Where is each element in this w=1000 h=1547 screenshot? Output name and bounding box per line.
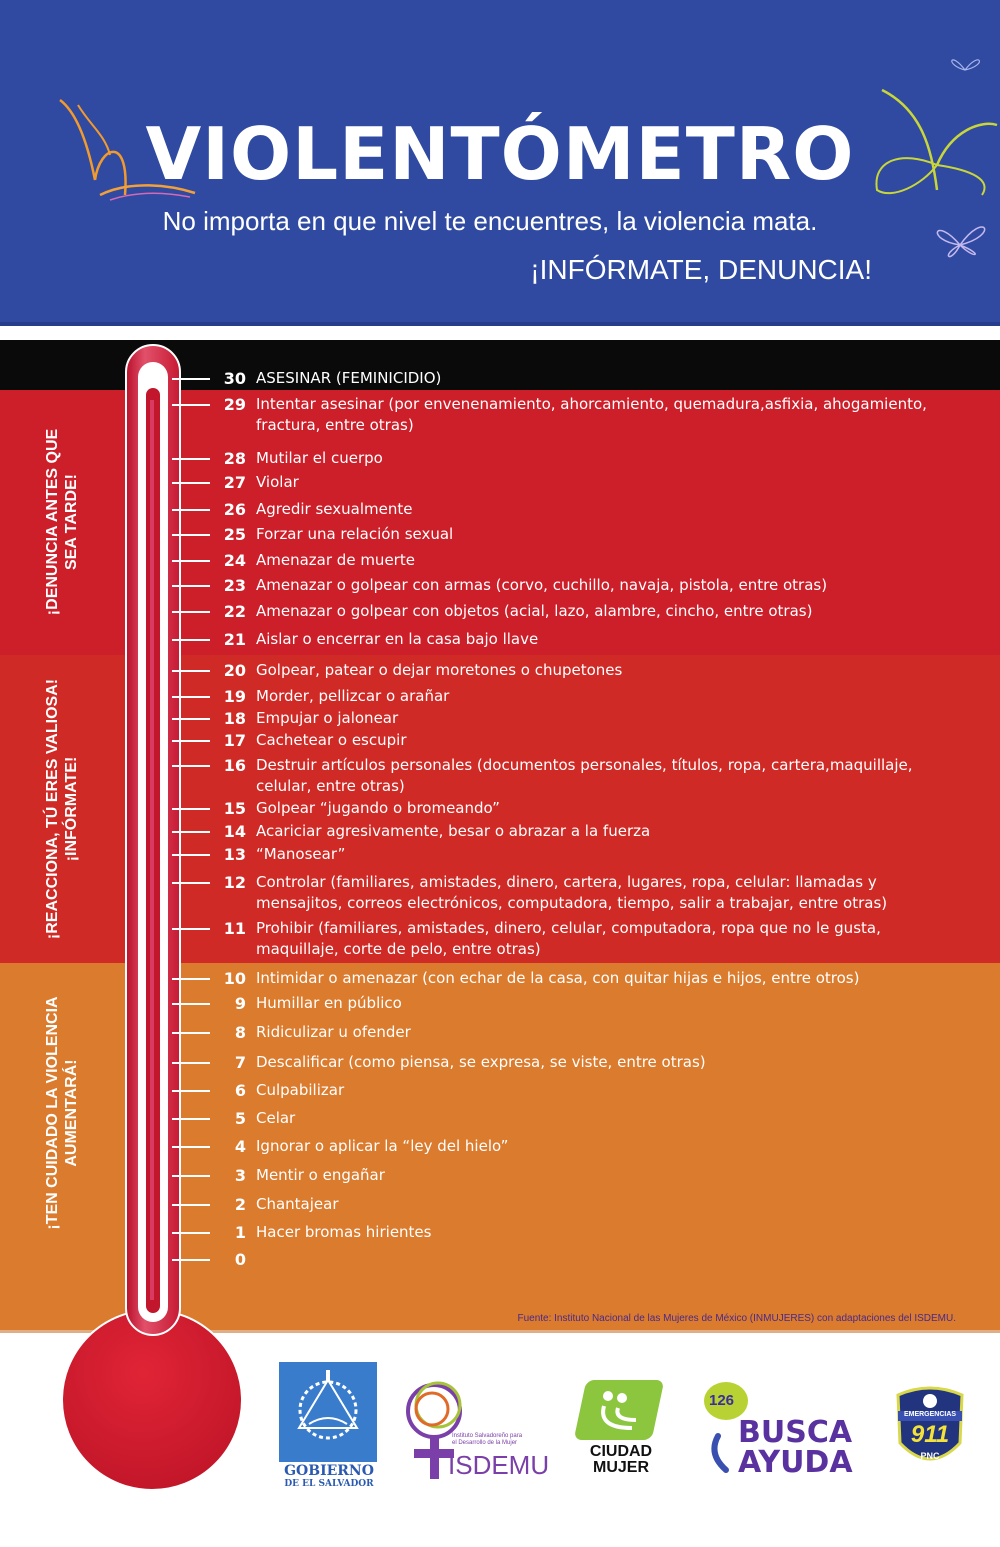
tick-mark: [172, 740, 210, 742]
level-number: 9: [234, 994, 246, 1013]
tick-mark: [172, 509, 210, 511]
level-description: “Manosear”: [256, 845, 346, 863]
level-description: ASESINAR (FEMINICIDIO): [256, 369, 442, 387]
level-description: Humillar en público: [256, 994, 402, 1012]
level-description: Amenazar de muerte: [256, 551, 415, 569]
level-description: Amenazar o golpear con objetos (acial, lazo, alambre, cincho, entre otras): [256, 602, 813, 620]
level-number: 21: [223, 630, 246, 649]
source-note: Fuente: Instituto Nacional de las Mujeres de México (INMUJERES) con adaptaciones del ISDEMU.: [517, 1313, 956, 1324]
tick-mark: [172, 1118, 210, 1120]
level-number: 13: [223, 845, 246, 864]
level-description: Golpear, patear o dejar moretones o chupetones: [256, 661, 623, 679]
ciudad-mujer-line2: MUJER: [592, 1459, 649, 1476]
tick-mark: [172, 534, 210, 536]
gobierno-line2: DE EL SALVADOR: [284, 1479, 374, 1489]
isdemu-logo: [402, 1375, 550, 1485]
level-description: Cachetear o escupir: [256, 731, 407, 749]
ciudad-mujer-line1: CIUDAD: [589, 1443, 653, 1460]
level-number: 6: [234, 1081, 246, 1100]
level-description: Mentir o engañar: [256, 1166, 385, 1184]
tick-mark: [172, 831, 210, 833]
tick-mark: [172, 639, 210, 641]
level-description: Golpear “jugando o bromeando”: [256, 799, 500, 817]
tick-mark: [172, 928, 210, 930]
tick-mark: [172, 611, 210, 613]
level-description: Prohibir (familiares, amistades, dinero, celular, computadora, ropa que no le gusta,: [256, 919, 881, 937]
level-number: 26: [223, 500, 246, 519]
level-description-cont: maquillaje, corte de pelo, entre otras): [256, 940, 541, 958]
gobierno-logo: [279, 1362, 377, 1462]
section-label-line: SEA TARDE!: [63, 474, 80, 570]
coat-of-arms-icon: [279, 1362, 377, 1462]
level-description: Ignorar o aplicar la “ley del hielo”: [256, 1137, 509, 1155]
pnc-bottom-text: PNC: [920, 1451, 940, 1461]
section-label-line: ¡REACCIONA, TÚ ERES VALIOSA!: [44, 678, 61, 940]
level-number: 28: [223, 449, 246, 468]
level-number: 24: [223, 551, 246, 570]
header-divider: [0, 322, 1000, 326]
tick-mark: [172, 1175, 210, 1177]
pnc-top-text: EMERGENCIAS: [903, 1411, 957, 1418]
level-number: 8: [234, 1023, 246, 1042]
ciudad-mujer-logo: [572, 1380, 672, 1480]
tick-mark: [172, 404, 210, 406]
level-number: 12: [223, 873, 246, 892]
isdemu-text: ISDEMU: [448, 1450, 550, 1480]
level-number: 3: [234, 1166, 246, 1185]
level-description: Violar: [256, 473, 299, 491]
level-number: 27: [223, 473, 246, 492]
level-number: 22: [223, 602, 246, 621]
level-number: 19: [223, 687, 246, 706]
level-number: 5: [234, 1109, 246, 1128]
level-description-cont: mensajitos, correos electrónicos, computadora, tiempo, salir a trabajar, entre otras): [256, 894, 888, 912]
tick-mark: [172, 378, 210, 380]
tick-mark: [172, 670, 210, 672]
page-title: VIOLENTÓMETRO: [145, 112, 855, 196]
level-number: 17: [223, 731, 246, 750]
section-label-line: ¡TEN CUIDADO LA VIOLENCIA: [44, 996, 61, 1230]
level-number: 15: [223, 799, 246, 818]
tick-mark: [172, 560, 210, 562]
level-description-cont: fractura, entre otras): [256, 416, 414, 434]
tick-mark: [172, 1259, 210, 1261]
isdemu-small-line1: Instituto Salvadoreño para: [452, 1433, 523, 1439]
level-number: 10: [223, 969, 246, 988]
tick-mark: [172, 1032, 210, 1034]
tick-mark: [172, 1003, 210, 1005]
level-description: Agredir sexualmente: [256, 500, 413, 518]
section-label-line: AUMENTARÁ!: [63, 1059, 80, 1167]
level-number: 25: [223, 525, 246, 544]
level-number: 7: [234, 1053, 246, 1072]
tick-mark: [172, 696, 210, 698]
level-number: 30: [223, 369, 246, 388]
section-label-line: ¡INFÓRMATE!: [63, 756, 80, 862]
tick-mark: [172, 978, 210, 980]
call-to-action: ¡INFÓRMATE, DENUNCIA!: [530, 254, 872, 285]
subtitle: No importa en que nivel te encuentres, la violencia mata.: [162, 206, 818, 236]
tick-mark: [172, 585, 210, 587]
phone-icon: [708, 1432, 738, 1474]
tick-mark: [172, 482, 210, 484]
level-number: 0: [234, 1250, 246, 1269]
level-description: Amenazar o golpear con armas (corvo, cuchillo, navaja, pistola, entre otras): [256, 576, 828, 594]
section-label-line: ¡DENUNCIA ANTES QUE: [44, 428, 61, 616]
gobierno-text: [279, 1465, 379, 1491]
gobierno-line1: GOBIERNO: [284, 1463, 374, 1479]
pnc-number: 911: [910, 1421, 950, 1448]
level-description: Controlar (familiares, amistades, dinero, cartera, lugares, ropa, celular: llamadas y: [256, 873, 877, 891]
isdemu-small-line2: el Desarrollo de la Mujer: [452, 1440, 518, 1446]
level-description: Morder, pellizcar o arañar: [256, 687, 450, 705]
level-number: 16: [223, 756, 246, 775]
level-description: Ridiculizar u ofender: [256, 1023, 411, 1041]
level-number: 20: [223, 661, 246, 680]
busca-line2: AYUDA: [738, 1445, 853, 1480]
level-description: Culpabilizar: [256, 1081, 345, 1099]
level-description: Empujar o jalonear: [256, 709, 399, 727]
level-description: Intimidar o amenazar (con echar de la casa, con quitar hijas e hijos, entre otros): [256, 969, 860, 987]
busca-ayuda-logo: [702, 1380, 862, 1480]
people-icon: [592, 1388, 652, 1438]
pnc-911-logo: [890, 1383, 970, 1473]
level-number: 23: [223, 576, 246, 595]
tick-mark: [172, 854, 210, 856]
level-number: 18: [223, 709, 246, 728]
tick-mark: [172, 458, 210, 460]
level-description: Acariciar agresivamente, besar o abrazar a la fuerza: [256, 822, 651, 840]
tick-mark: [172, 808, 210, 810]
level-description: Destruir artículos personales (documentos personales, títulos, ropa, cartera,maquillaje,: [256, 756, 913, 774]
level-description: Forzar una relación sexual: [256, 525, 454, 543]
level-number: 2: [234, 1195, 246, 1214]
tick-mark: [172, 1062, 210, 1064]
butterfly-icon-small: [940, 40, 990, 80]
tick-mark: [172, 1204, 210, 1206]
level-description: Celar: [256, 1109, 296, 1127]
header-banner: [0, 0, 1000, 326]
level-number: 1: [234, 1223, 246, 1242]
busca-number: 126: [709, 1392, 735, 1409]
level-number: 4: [234, 1137, 246, 1156]
level-description: Descalificar (como piensa, se expresa, se viste, entre otras): [256, 1053, 706, 1071]
level-description: Mutilar el cuerpo: [256, 449, 383, 467]
level-number: 11: [223, 919, 246, 938]
tick-mark: [172, 1090, 210, 1092]
level-description: Hacer bromas hirientes: [256, 1223, 432, 1241]
level-description: Chantajear: [256, 1195, 339, 1213]
level-description: Intentar asesinar (por envenenamiento, ahorcamiento, quemadura,asfixia, ahogamiento,: [256, 395, 927, 413]
tick-mark: [172, 718, 210, 720]
tick-mark: [172, 765, 210, 767]
busca-line1: BUSCA: [738, 1415, 853, 1450]
level-description: Aislar o encerrar en la casa bajo llave: [256, 630, 539, 648]
level-number: 29: [223, 395, 246, 414]
tick-mark: [172, 1146, 210, 1148]
level-description-cont: celular, entre otras): [256, 777, 405, 795]
level-number: 14: [223, 822, 246, 841]
tick-mark: [172, 1232, 210, 1234]
tick-mark: [172, 882, 210, 884]
